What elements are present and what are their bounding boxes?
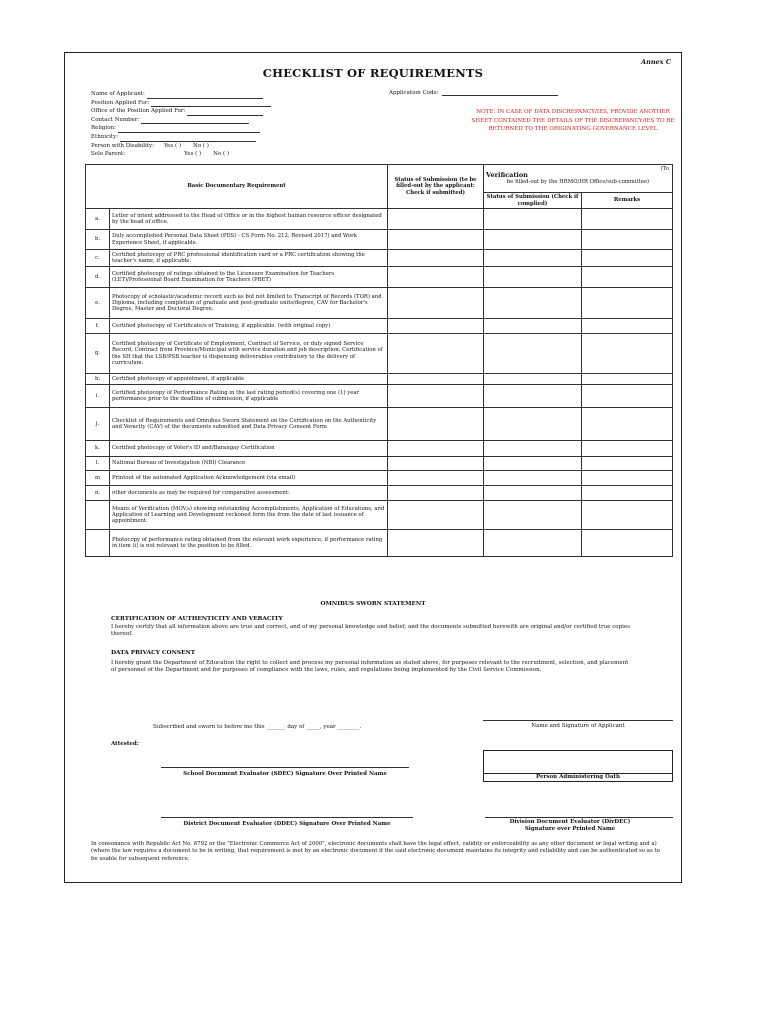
- row-letter: [86, 501, 110, 530]
- row-letter: g.: [86, 334, 110, 374]
- row-letter: e.: [86, 288, 110, 319]
- status-submitted-cell[interactable]: [388, 374, 484, 385]
- subscribed-sworn-line: Subscribed and sworn to before me this _______ day of _____, year ________.: [153, 724, 362, 730]
- status-submitted-cell[interactable]: [388, 209, 484, 230]
- contact-label: Contact Number:: [91, 116, 140, 123]
- row-letter: [86, 530, 110, 557]
- remarks-cell[interactable]: [582, 319, 673, 334]
- status-complied-cell[interactable]: [484, 319, 582, 334]
- status-submitted-cell[interactable]: [388, 457, 484, 471]
- remarks-cell[interactable]: [582, 486, 673, 501]
- status-submitted-cell[interactable]: [388, 441, 484, 457]
- data-privacy-title: DATA PRIVACY CONSENT: [111, 650, 196, 656]
- status-complied-cell[interactable]: [484, 471, 582, 486]
- pwd-no-option[interactable]: No ( ): [193, 142, 209, 149]
- table-row: [86, 471, 673, 486]
- status-submitted-cell[interactable]: [388, 530, 484, 557]
- certification-text: I hereby certify that all information above are true and correct, and of my personal knowledge and belief, and the documents submitted herewith are original and/or certified true copies thereof.: [111, 624, 630, 638]
- status-complied-cell[interactable]: [484, 230, 582, 250]
- status-submission-header: Status of Submission (to be filled-out by the applicant: Check if submitted): [388, 165, 484, 209]
- table-row: [86, 209, 673, 230]
- row-requirement-text: Certified photocopy of appointment, if applicable: [110, 374, 388, 385]
- requirements-body: [86, 209, 673, 557]
- status-complied-cell[interactable]: [484, 486, 582, 501]
- status-submitted-cell[interactable]: [388, 408, 484, 441]
- name-field[interactable]: [91, 90, 271, 99]
- remarks-cell[interactable]: [582, 209, 673, 230]
- religion-label: Religion:: [91, 125, 116, 132]
- status-complied-cell[interactable]: [484, 457, 582, 471]
- page-title: CHECKLIST OF REQUIREMENTS: [262, 66, 484, 80]
- row-letter: f.: [86, 319, 110, 334]
- table-row: [86, 501, 673, 530]
- oath-caption: Person Administering Oath: [536, 774, 620, 780]
- status-submitted-cell[interactable]: [388, 385, 484, 408]
- remarks-cell[interactable]: [582, 385, 673, 408]
- table-row: [86, 250, 673, 267]
- annex-label: Annex C: [641, 58, 671, 66]
- legal-footer: In consonance with Republic Act No. 8792 or the "Electronic Commerce Act of 2000", electronic documents shall have the legal effect, validity or enforceability as any other document or legal writing and a) (where the law requires a document to be in writing, that requirement is met by an electronic document if the said electronic document maintains its integrity and reliability and can be authenticated so as to be usable for subsequent reference.: [91, 841, 660, 862]
- status-complied-cell[interactable]: [484, 408, 582, 441]
- name-label: Name of Applicant:: [91, 91, 145, 97]
- contact-line: [141, 118, 249, 124]
- status-submitted-cell[interactable]: [388, 288, 484, 319]
- certification-title: CERTIFICATION OF AUTHENTICITY AND VERACITY: [111, 616, 283, 622]
- row-letter: h.: [86, 374, 110, 385]
- ethnicity-field[interactable]: [91, 133, 271, 142]
- verification-subtitle: be filled-out by the HRMO/HR Office/sub-committee): [506, 178, 650, 185]
- ddec-caption: District Document Evaluator (DDEC) Signature Over Printed Name: [183, 821, 391, 827]
- row-requirement-text: Certified photocopy of Voter's ID and/Barangay Certification: [110, 441, 388, 457]
- table-row: [86, 486, 673, 501]
- table-row: [86, 267, 673, 288]
- status-submitted-cell[interactable]: [388, 334, 484, 374]
- status-complied-cell[interactable]: [484, 209, 582, 230]
- row-letter: b.: [86, 230, 110, 250]
- solo-yes-option[interactable]: Yes ( ): [184, 151, 202, 158]
- table-row: [86, 530, 673, 557]
- divdec-signature-line[interactable]: [485, 817, 673, 818]
- row-letter: n.: [86, 486, 110, 501]
- remarks-cell[interactable]: [582, 408, 673, 441]
- verification-header: [484, 165, 673, 193]
- status-submitted-cell[interactable]: [388, 267, 484, 288]
- verification-title: Verification: [486, 171, 528, 180]
- ddec-signature-line[interactable]: [161, 817, 413, 818]
- ethnicity-label: Ethnicity:: [91, 133, 119, 140]
- oath-box[interactable]: [483, 750, 673, 782]
- status-complied-header: Status of Submission (Check if complied): [484, 193, 582, 209]
- data-privacy-text: I hereby grant the Department of Education the right to collect and process my personal information as stated above, for purposes relevant to the recruitment, selection, and placement of personnel of the Department and for purposes of compliance with the laws, rules, and regulations being implemented by the Civil Service Commission.: [111, 660, 629, 674]
- verification-to: (To: [660, 166, 669, 172]
- applicant-signature-caption: Name and Signature of Applicant: [531, 723, 625, 729]
- remarks-cell[interactable]: [582, 457, 673, 471]
- row-requirement-text: Duly accomplished Personal Data Sheet (PDS) - CS Form No. 212, Revised 2017) and Work Experience Sheet, if applicable.: [110, 230, 388, 250]
- remarks-cell[interactable]: [582, 230, 673, 250]
- remarks-cell[interactable]: [582, 471, 673, 486]
- row-letter: d.: [86, 267, 110, 288]
- remarks-cell[interactable]: [582, 530, 673, 557]
- remarks-cell[interactable]: [582, 501, 673, 530]
- remarks-header: Remarks: [582, 193, 673, 209]
- checklist-page: [64, 52, 682, 883]
- office-line: [187, 110, 263, 116]
- remarks-cell[interactable]: [582, 334, 673, 374]
- row-letter: c.: [86, 250, 110, 267]
- row-requirement-text: Printout of the automated Application Acknowledgement (via email): [110, 471, 388, 486]
- sdec-signature-line[interactable]: [161, 767, 409, 768]
- row-requirement-text: Letter of intent addressed to the Head of Office or in the highest human resource officer designated by the head of office.: [110, 209, 388, 230]
- row-requirement-text: National Bureau of Investigation (NBI) Clearance: [110, 457, 388, 471]
- contact-field[interactable]: [91, 116, 271, 125]
- row-letter: j.: [86, 408, 110, 441]
- row-letter: l.: [86, 457, 110, 471]
- application-code-label: Application Code:: [389, 90, 439, 96]
- status-submitted-cell[interactable]: [388, 501, 484, 530]
- name-line: [147, 93, 263, 99]
- table-row: [86, 408, 673, 441]
- status-submitted-cell[interactable]: [388, 250, 484, 267]
- row-requirement-text: Certified photocopy of Performance Rating in the last rating period(s) covering one (1) year performance prior to the deadline of submission, if applicable: [110, 385, 388, 408]
- pwd-label: Person with Disability:: [91, 142, 154, 149]
- applicant-signature-line[interactable]: [483, 720, 673, 721]
- row-letter: i.: [86, 385, 110, 408]
- remarks-cell[interactable]: [582, 441, 673, 457]
- position-field[interactable]: [91, 99, 271, 108]
- solo-parent-label: Solo Parent:: [91, 151, 126, 158]
- religion-field[interactable]: [91, 124, 271, 133]
- religion-line: [118, 127, 260, 133]
- application-code-field[interactable]: [389, 90, 558, 96]
- table-row: [86, 374, 673, 385]
- omnibus-title: OMNIBUS SWORN STATEMENT: [320, 601, 426, 607]
- oath-signature-area: [484, 751, 672, 774]
- pwd-field: [91, 142, 271, 151]
- table-row: [86, 334, 673, 374]
- row-requirement-text: Certified photocopy of Certificate of Employment, Contract of Service, or duly signed Service Record, Contract from Province/Municipal with service duration and job description; Certification of the SH that the LSB/PSB teacher is dispensing deliverables contributory to the delivery of curriculum.: [110, 334, 388, 374]
- status-complied-cell[interactable]: [484, 501, 582, 530]
- row-requirement-text: Checklist of Requirements and Omnibus Sworn Statement on the Certification on the Authenticity and Veracity (CAV) of the documents submitted and Data Privacy Consent Form: [110, 408, 388, 441]
- table-row: [86, 385, 673, 408]
- status-complied-cell[interactable]: [484, 385, 582, 408]
- position-label: Position Applied For:: [91, 99, 150, 106]
- row-requirement-text: Certified photocopy of ratings obtained to the Licensure Examination for Teachers (LET)/Professional Board Examination for Teachers (PBET): [110, 267, 388, 288]
- status-complied-cell[interactable]: [484, 530, 582, 557]
- row-requirement-text: Photocopy of scholastic/academic record such as but not limited to Transcript of Records (TOR) and Diploma, including completion of graduate and post-graduate units/degree, CAV for Bachelor's Degree, Master and Doctoral Degree.: [110, 288, 388, 319]
- remarks-cell[interactable]: [582, 267, 673, 288]
- attested-label: Attested:: [111, 741, 139, 747]
- application-code-line: [442, 90, 558, 96]
- status-complied-cell[interactable]: [484, 334, 582, 374]
- status-submitted-cell[interactable]: [388, 471, 484, 486]
- row-letter: a.: [86, 209, 110, 230]
- remarks-cell[interactable]: [582, 374, 673, 385]
- row-requirement-text: Means of Verification (MOV,s) showing outstanding Accomplishments, Application of Educations, and Application of Learning and Development reckoned form the from the date of last issuance of appointment.: [110, 501, 388, 530]
- discrepancy-note: NOTE: IN CASE OF DATA DISCREPANCY/IES, PROVIDE ANOTHER SHEET CONTAINED THE DETAILS OF THE DISCREPANCY/IES TO BE RETURNED TO THE ORIGINATING GOVERNANCE LEVEL: [471, 109, 675, 133]
- table-row: [86, 230, 673, 250]
- row-requirement-text: other documents as may be required for comparative assessment:: [110, 486, 388, 501]
- applicant-fields: [91, 90, 271, 159]
- divdec-caption: Division Document Evaluator (DivDEC) Signature over Printed Name: [509, 819, 631, 832]
- status-complied-cell[interactable]: [484, 441, 582, 457]
- status-submitted-cell[interactable]: [388, 230, 484, 250]
- row-letter: k.: [86, 441, 110, 457]
- status-submitted-cell[interactable]: [388, 486, 484, 501]
- row-letter: m: [86, 471, 110, 486]
- status-complied-cell[interactable]: [484, 267, 582, 288]
- sdec-caption: School Document Evaluator (SDEC) Signature Over Printed Name: [183, 771, 387, 777]
- table-row: [86, 288, 673, 319]
- status-complied-cell[interactable]: [484, 374, 582, 385]
- pwd-yes-option[interactable]: Yes ( ): [163, 142, 181, 149]
- solo-no-option[interactable]: No ( ): [213, 151, 230, 158]
- office-label: Office of the Position Applied For:: [91, 108, 186, 115]
- remarks-cell[interactable]: [582, 288, 673, 319]
- office-field[interactable]: [91, 107, 271, 116]
- remarks-cell[interactable]: [582, 250, 673, 267]
- basic-requirement-header: Basic Documentary Requirement: [86, 165, 388, 209]
- table-row: [86, 457, 673, 471]
- requirements-table: [85, 164, 673, 557]
- status-complied-cell[interactable]: [484, 288, 582, 319]
- status-submitted-cell[interactable]: [388, 319, 484, 334]
- status-complied-cell[interactable]: [484, 250, 582, 267]
- row-requirement-text: Photocopy of performance rating obtained from the relevant work experience, if performance rating in item (i) is not relevant to the position to be filled.: [110, 530, 388, 557]
- solo-parent-field: [91, 150, 271, 159]
- table-row: [86, 319, 673, 334]
- row-requirement-text: Certified photocopy of Certificate/s of Training, if applicable. (with original copy): [110, 319, 388, 334]
- row-requirement-text: Certified photocopy of PRC professional identification card or a PRC certification showing the teacher's name, if applicable.: [110, 250, 388, 267]
- table-row: [86, 441, 673, 457]
